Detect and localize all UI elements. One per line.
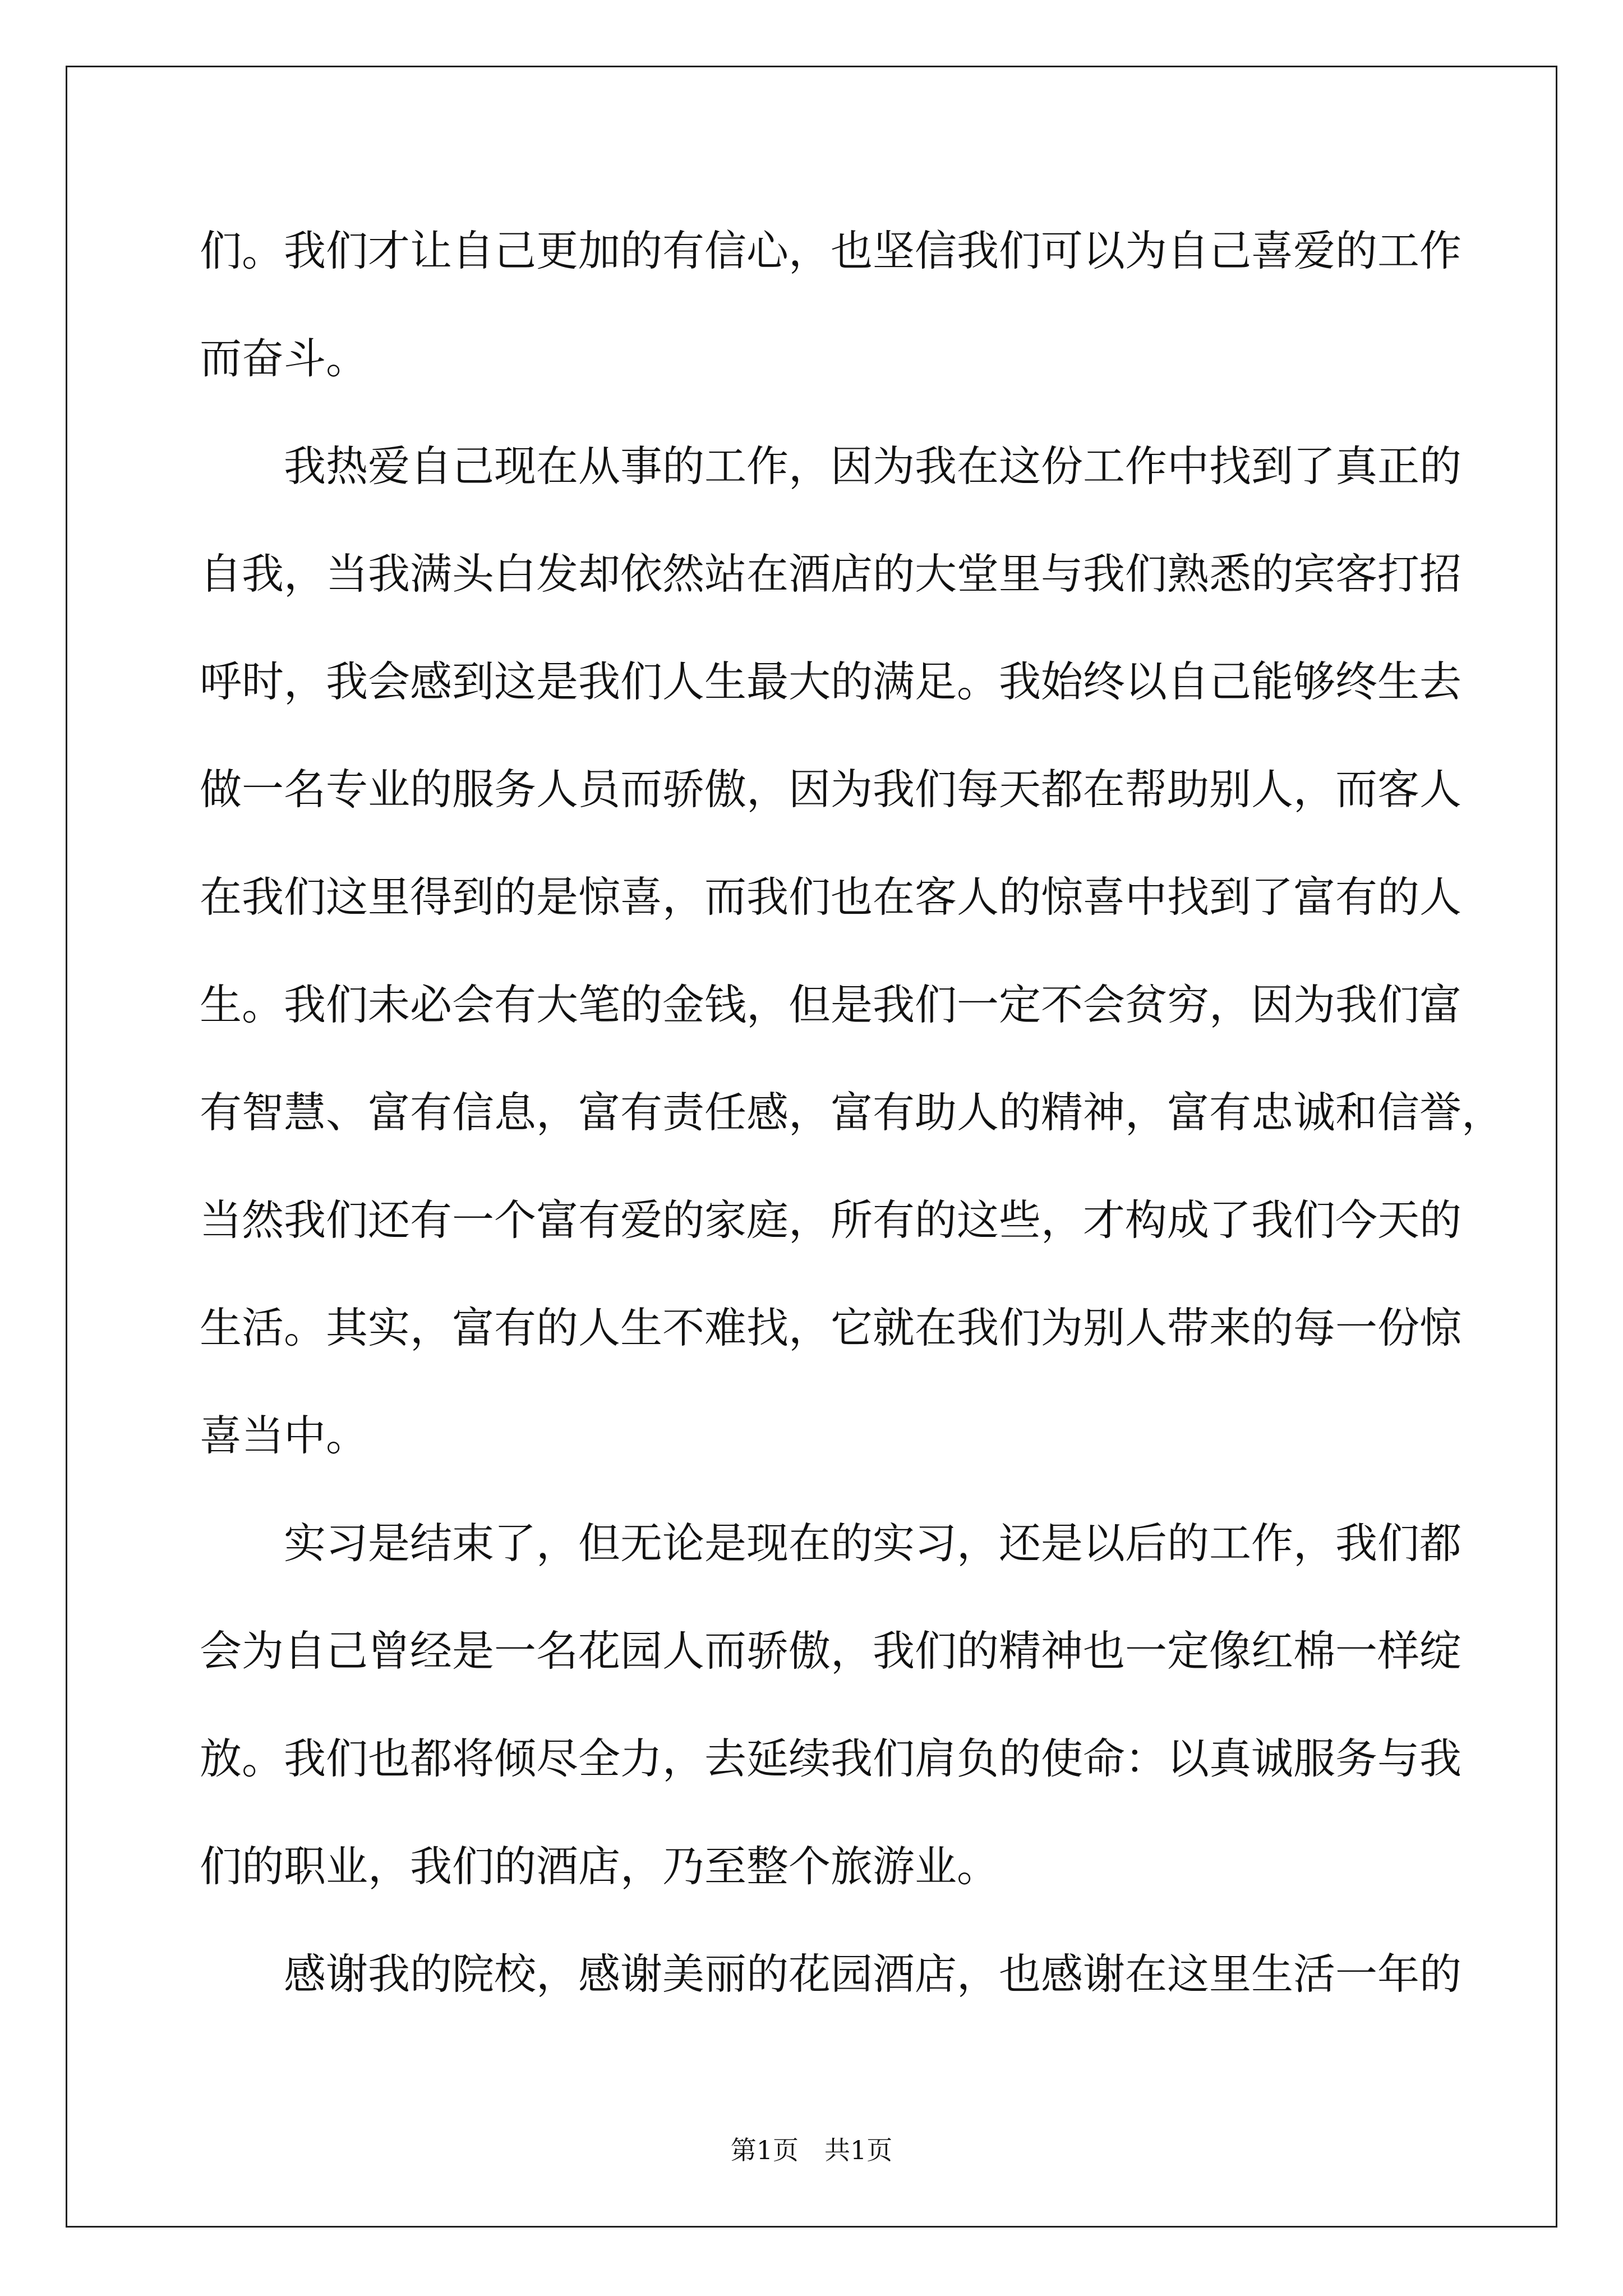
text-line: 会为自己曾经是一名花园人而骄傲，我们的精神也一定像红棉一样绽 [200, 1626, 1462, 1676]
page-number-footer: 第1页 共1页 [730, 2135, 893, 2165]
page-border [66, 66, 1557, 2228]
text-line: 我热爱自己现在从事的工作，因为我在这份工作中找到了真正的 [200, 441, 1462, 491]
text-line: 喜当中。 [200, 1411, 368, 1460]
text-line: 生。我们未必会有大笔的金钱，但是我们一定不会贫穷，因为我们富 [200, 980, 1462, 1029]
text-line: 们。我们才让自己更加的有信心，也坚信我们可以为自己喜爱的工作 [200, 226, 1462, 275]
text-line: 感谢我的院校，感谢美丽的花园酒店，也感谢在这里生活一年的 [200, 1949, 1462, 1999]
text-line: 们的职业，我们的酒店，乃至整个旅游业。 [200, 1842, 999, 1891]
text-line: 当然我们还有一个富有爱的家庭，所有的这些，才构成了我们今天的 [200, 1195, 1462, 1245]
text-line: 呼时，我会感到这是我们人生最大的满足。我始终以自己能够终生去 [200, 657, 1462, 706]
text-line: 自我，当我满头白发却依然站在酒店的大堂里与我们熟悉的宾客打招 [200, 549, 1462, 599]
text-line: 有智慧、富有信息，富有责任感，富有助人的精神，富有忠诚和信誉， [200, 1088, 1504, 1137]
text-line: 生活。其实，富有的人生不难找，它就在我们为别人带来的每一份惊 [200, 1303, 1462, 1352]
text-line: 做一名专业的服务人员而骄傲，因为我们每天都在帮助别人，而客人 [200, 765, 1462, 814]
text-line: 放。我们也都将倾尽全力，去延续我们肩负的使命：以真诚服务与我 [200, 1734, 1462, 1783]
text-line: 而奋斗。 [200, 334, 368, 383]
text-line: 在我们这里得到的是惊喜，而我们也在客人的惊喜中找到了富有的人 [200, 872, 1462, 922]
text-line: 实习是结束了，但无论是现在的实习，还是以后的工作，我们都 [200, 1519, 1462, 1568]
